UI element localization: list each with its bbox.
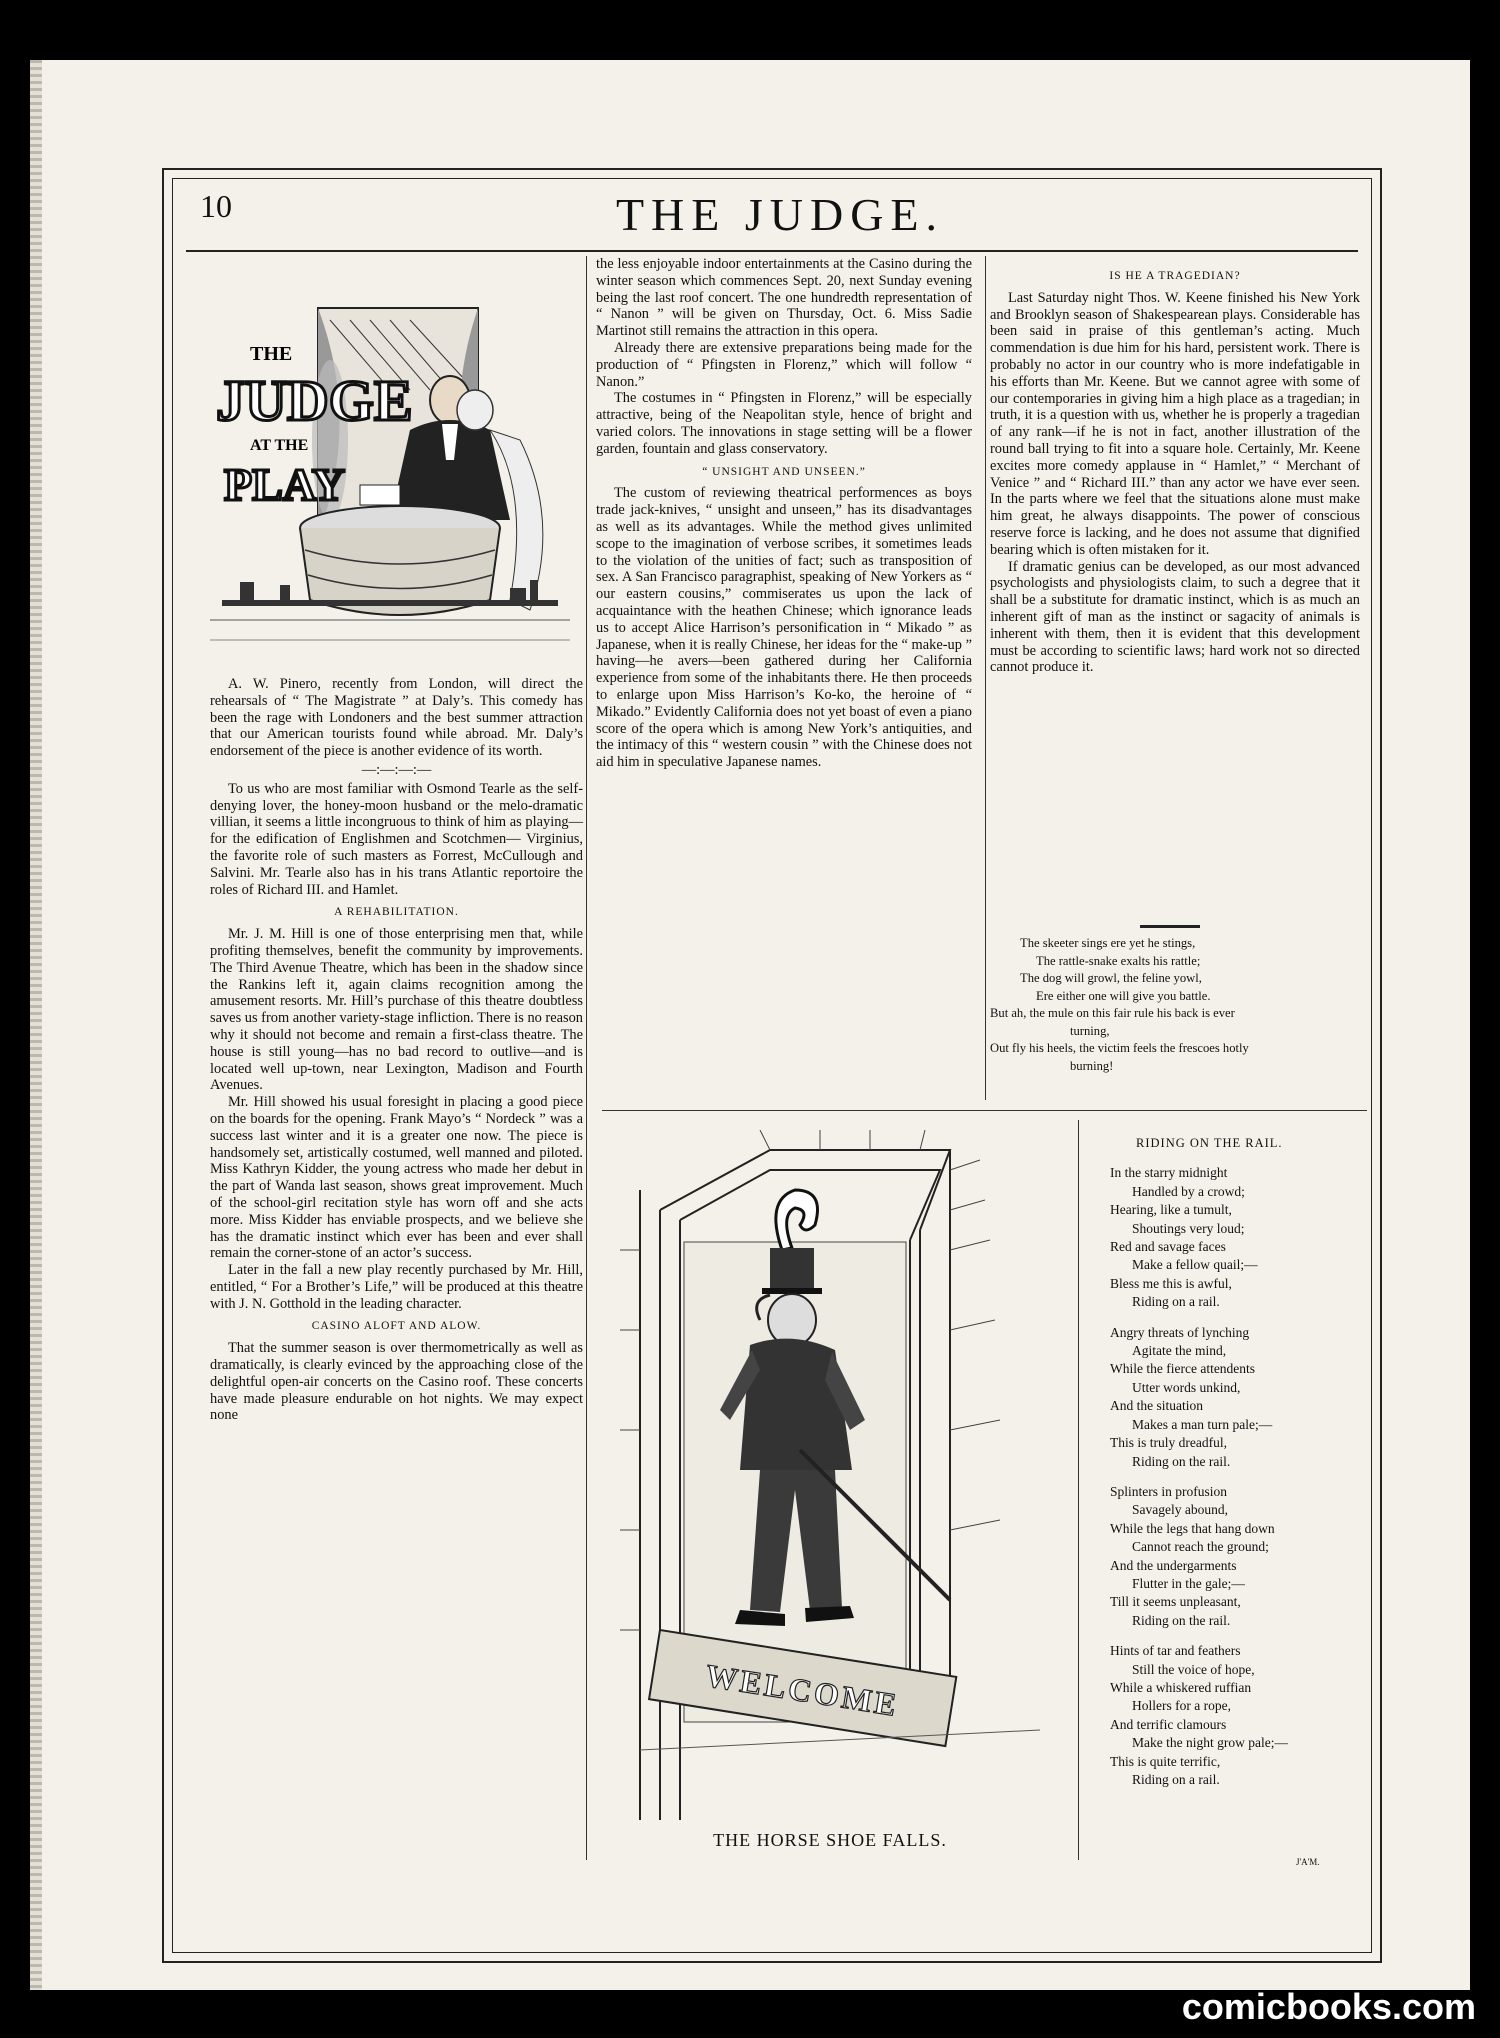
poem-line: While the legs that hang down — [1110, 1520, 1275, 1536]
hill-foresight-paragraph: Mr. Hill showed his usual foresight in placing a good piece on the boards for the opening. Frank Mayo’s “ Nordeck ” was a success last winter and it is a greater one now. The piece is handsomely set, artistically costumed, well manned and piloted. Miss Kathryn Kidder, the young actress who made her debut in the part of Wanda last season, shows great improvement. Much of the school-girl recitation style has worn off and she acts more. Miss Kidder has enviable prospects, and we believe she has the dramatic instinct which ever has been and ever shall remain the corner-stone of an actor’s success. — [210, 1094, 583, 1262]
heading-casino-aloft: CASINO ALOFT AND ALOW. — [311, 1320, 482, 1333]
casino-continued-paragraph: the less enjoyable indoor entertainments at the Casino during the winter season which commences Sept. 20, next Sunday evening being the last roof concert. The one hundredth representation of “ Nanon ” will be given on Thursday, Oct. 6. Miss Sadie Martinot still remains the attraction in this opera. — [596, 256, 972, 340]
verse-line: burning! — [1070, 1058, 1114, 1073]
poem-line: Flutter in the gale;— — [1132, 1575, 1245, 1591]
unsight-paragraph: The custom of reviewing theatrical performences as boys trade jack-knives, “ unsight and unseen,” has its disadvantages as well as its advantages. While the method gives unlimited scope to the imagination of verbose scribes, it sometimes leads to the violation of the unities of fact; such as transposition of sex. A San Francisco paragraphist, speaking of New Yorkers as “ our eastern cousins,” commiserates us upon the lack of acquaintance with the heathen Chinese; which ignorance leads us to accept Alice Harrison’s personification in “ Mikado ” as Japanese, when it is really Chinese, her ideas for the “ make-up ” having—he avers—been gathered during her California experience from some of the inhabitants there. He then proceeds to enlarge upon Miss Harrison’s Ko-ko, the heroine of “ Mikado.” Evidently California does not yet boast of even a piano score of the opera which is among New York’s antiquities, and the intimacy of this “ western cousin ” with the Chinese does not aid him in speculative Japanese names. — [596, 485, 972, 771]
heading-a-rehabilitation: A REHABILITATION. — [334, 906, 459, 919]
illustration-title-at-the: AT THE — [250, 437, 309, 454]
poem-line: Angry threats of lynching — [1110, 1324, 1250, 1340]
verse-line: The skeeter sings ere yet he stings, — [1020, 936, 1196, 950]
verse-line: turning, — [1070, 1023, 1110, 1038]
poem-line: And the situation — [1110, 1398, 1203, 1414]
poem-line: Shoutings very loud; — [1132, 1220, 1245, 1236]
column-3 — [990, 262, 1360, 676]
column-1-upper — [210, 676, 583, 1424]
masthead: THE JUDGE. — [615, 189, 945, 240]
brothers-life-paragraph: Later in the fall a new play recently purchased by Mr. Hill, entitled, “ For a Brother’s Life,” will be produced at this theatre with J. N. Gotthold in the leading character. — [210, 1262, 583, 1312]
poem-stanza-2 — [1110, 1324, 1360, 1471]
verse-line: Ere either one will give you battle. — [1036, 988, 1211, 1003]
poem-line: This is quite terrific, — [1110, 1753, 1221, 1769]
watermark: comicbooks.com — [1181, 1986, 1476, 2027]
column-rule-1 — [586, 256, 587, 1100]
horse-shoe-falls-cartoon — [620, 1130, 1060, 1820]
poem-line: Till it seems unpleasant, — [1110, 1594, 1241, 1610]
pfingsten-preparations-paragraph: Already there are extensive preparations being made for the production of “ Pfingsten in Florenz,” which will follow “ Nanon.” — [596, 339, 972, 390]
heading-is-he-a-tragedian: IS HE A TRAGEDIAN? — [1109, 270, 1241, 282]
keene-paragraph: Last Saturday night Thos. W. Keene finished his New York and Brooklyn season of Shakespearean plays. Considerable has been said in praise of this gentleman’s acting. Much commendation is due him for his hard, persistent work. There is probably no actor in our country who is more indefatigable in his efforts than Mr. Keene. But we cannot agree with some of our contemporaries in giving him a high place as a tragedian; in truth, it is a question with us, whether he is properly a tragedian of any rank—if he is not in fact, another illustration of the round ball trying to fit into a square hole. Certainly, Mr. Keene excites more comedy applause in “ Hamlet,” “ Merchant of Venice ” and “ Richard III.” than any actor we have ever seen. In the parts where we feel that the situations alone must make him great, he always disappoints. The power of conscious reserve force is lacking, and he does not assume that dignified bearing which is often mistaken for it. — [990, 289, 1360, 558]
poem-line: Hearing, like a tumult, — [1110, 1202, 1232, 1218]
masthead-rule — [186, 250, 1358, 252]
poem-line: Bless me this is awful, — [1110, 1275, 1232, 1291]
verse-rule — [1140, 925, 1200, 928]
poem-line: Hollers for a rope, — [1132, 1698, 1231, 1714]
verse-line: The rattle-snake exalts his rattle; — [1036, 953, 1201, 968]
poem-line: And terrific clamours — [1110, 1716, 1227, 1732]
poem-line: Makes a man turn pale;— — [1132, 1416, 1273, 1432]
poem-line: Hints of tar and feathers — [1110, 1643, 1241, 1659]
casino-paragraph: That the summer season is over thermometrically as well as dramatically, is clearly evinced by the approaching close of the delightful open-air concerts on the Casino roof. These concerts have made pleasure endurable on hot nights. We may expect none — [210, 1340, 583, 1424]
dramatic-genius-paragraph: If dramatic genius can be developed, as our most advanced psychologists and physiologists claim, to such a degree that it shall be a substitute for dramatic instinct, which is as much an inherent gift of man as the instinct or sagacity of animals is inherent with them, then it is evident that this development must be according to scientific laws; hard work not so directed cannot produce it. — [990, 558, 1360, 676]
column-rule-left — [586, 1100, 587, 1860]
poem-line: While the fierce attendents — [1110, 1361, 1256, 1377]
hill-paragraph: Mr. J. M. Hill is one of those enterprising men that, while profiting themselves, benefit the community by improvements. The Third Avenue Theatre, which has been in the shadow since the Rankins left it, again claims recognition among the amusement resorts. Mr. Hill’s purchase of this theatre doubtless saves us from another variety-stage infliction. There is no reason why it should not become and remain a first-class theatre. The house is still young—has no bad record to outlive—and is located well up-town, near Lexington, Madison and Fourth Avenues. — [210, 926, 583, 1094]
poem-line: Utter words unkind, — [1132, 1379, 1241, 1395]
poem-line: Handled by a crowd; — [1132, 1183, 1245, 1199]
section-separator: —:—:—:— — [361, 761, 432, 778]
poem-line: Cannot reach the ground; — [1132, 1539, 1269, 1555]
poem-stanza-1 — [1110, 1164, 1360, 1311]
poem-line: While a whiskered ruffian — [1110, 1679, 1252, 1695]
column-rule-poem — [1078, 1120, 1079, 1860]
cartoon-top-rule — [602, 1110, 1367, 1111]
poem-line: In the starry midnight — [1110, 1165, 1228, 1181]
heading-unsight-and-unseen: “ UNSIGHT AND UNSEEN.” — [702, 465, 866, 478]
page-number: 10 — [200, 188, 232, 224]
poem-line: Make the night grow pale;— — [1132, 1735, 1288, 1751]
welcome-mat-text: WELCOME — [703, 1656, 902, 1724]
poem-line: Agitate the mind, — [1132, 1343, 1227, 1359]
illustration-title-judge: JUDGE — [216, 368, 413, 433]
poem-stanza-3 — [1110, 1483, 1360, 1630]
verse-line: The dog will growl, the feline yowl, — [1020, 971, 1202, 985]
illustration-title-the: THE — [250, 343, 293, 365]
cartoon-caption: THE HORSE SHOE FALLS. — [713, 1830, 947, 1850]
pinero-paragraph: A. W. Pinero, recently from London, will direct the rehearsals of “ The Magistrate ” at Daly’s. This comedy has been the rage with Londoners and the best summer attraction that our American tourists found while abroad. Mr. Daly’s endorsement of the piece is another evidence of its worth. — [210, 676, 583, 760]
poem-line: Riding on a rail. — [1132, 1772, 1220, 1787]
poem-line: Savagely abound, — [1132, 1502, 1228, 1518]
poem-line: Riding on the rail. — [1132, 1453, 1231, 1469]
poem-line: This is truly dreadful, — [1110, 1435, 1227, 1451]
tearle-paragraph: To us who are most familiar with Osmond Tearle as the self-denying lover, the honey-moon husband or the melo-dramatic villian, it seems a little incongruous to think of him as playing—for the edification of Englishmen and Scotchmen— Virginius, the favorite role of such masters as Forrest, McCullough and Salvini. Mr. Tearle also has in his trans Atlantic reportoire the roles of Richard III. and Hamlet. — [210, 780, 583, 898]
poem-line: Riding on the rail. — [1132, 1612, 1231, 1628]
pfingsten-costumes-paragraph: The costumes in “ Pfingsten in Florenz,” will be especially attractive, being of the Neapolitan style, hence of bright and varied colors. The innovations in stage setting will be a flower garden, fountain and glass conservatory. — [596, 390, 972, 457]
poem-line: Make a fellow quail;— — [1132, 1257, 1258, 1273]
judge-at-the-play-illustration — [210, 300, 570, 660]
poem-title: RIDING ON THE RAIL. — [1136, 1136, 1283, 1150]
poem-line: Red and savage faces — [1110, 1239, 1226, 1255]
poem-line: And the undergarments — [1110, 1557, 1237, 1573]
riding-on-the-rail-poem — [1110, 1134, 1360, 1789]
verse-line: But ah, the mule on this fair rule his back is ever — [990, 1006, 1235, 1020]
skeeter-verse — [990, 935, 1360, 1075]
poem-line: Still the voice of hope, — [1132, 1661, 1255, 1677]
poem-stanza-4 — [1110, 1642, 1360, 1789]
column-2 — [596, 256, 972, 771]
column-rule-2 — [985, 256, 986, 1100]
poem-line: Riding on a rail. — [1132, 1294, 1220, 1310]
illustration-title-play: PLAY — [224, 459, 345, 510]
verse-line: Out fly his heels, the victim feels the frescoes hotly — [990, 1041, 1249, 1055]
page-edge — [30, 60, 42, 1990]
poem-line: Splinters in profusion — [1110, 1483, 1227, 1499]
poem-signature: J'A'M. — [1296, 1857, 1320, 1867]
